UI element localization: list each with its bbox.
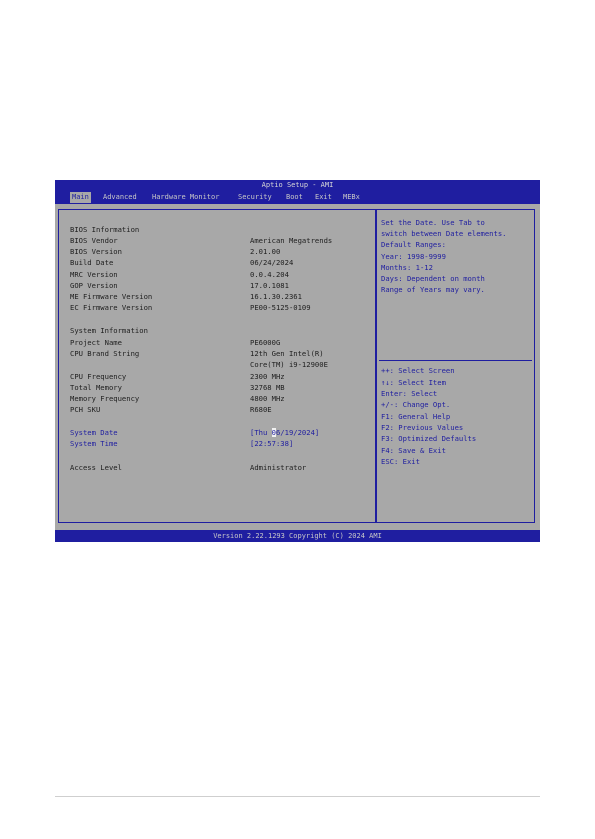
bios-info-heading: BIOS Information (70, 225, 140, 234)
gop-version-row: GOP Version 17.0.1081 (70, 281, 289, 290)
cpu-brand-row: CPU Brand String 12th Gen Intel(R) (70, 349, 324, 358)
build-date-row: Build Date 06/24/2024 (70, 258, 294, 267)
bios-setup-screen (55, 180, 540, 542)
key-hint: F4: Save & Exit (381, 446, 446, 455)
tab-mebx[interactable]: MEBx (343, 193, 360, 201)
key-hint: ↑↓: Select Item (381, 378, 446, 387)
key-hint: F2: Previous Values (381, 423, 464, 432)
system-time-field[interactable]: [22:57:38] (250, 439, 294, 448)
mrc-version-row: MRC Version 0.0.4.204 (70, 270, 289, 279)
help-line: switch between Date elements. (381, 229, 507, 238)
key-hint: Enter: Select (381, 389, 438, 398)
setup-title: Aptio Setup - AMI (55, 180, 540, 191)
help-line: Year: 1998-9999 (381, 252, 446, 261)
help-divider (379, 360, 532, 361)
tab-exit[interactable]: Exit (315, 193, 332, 201)
help-line: Set the Date. Use Tab to (381, 218, 485, 227)
help-line: Range of Years may vary. (381, 285, 485, 294)
memory-frequency-row: Memory Frequency 4800 MHz (70, 394, 285, 403)
tab-main[interactable]: Main (72, 193, 89, 201)
tab-boot[interactable]: Boot (286, 193, 303, 201)
key-hint: +/-: Change Opt. (381, 400, 451, 409)
help-line: Default Ranges: (381, 240, 446, 249)
pch-sku-row: PCH SKU R680E (70, 405, 272, 414)
total-memory-row: Total Memory 32768 MB (70, 383, 285, 392)
help-line: Days: Dependent on month (381, 274, 485, 283)
tab-bar (55, 191, 540, 204)
tab-advanced[interactable]: Advanced (103, 193, 137, 201)
system-date-row[interactable]: System Date [Thu 06/19/2024] (70, 428, 320, 437)
system-info-heading: System Information (70, 326, 148, 335)
key-hint: F1: General Help (381, 412, 451, 421)
cpu-frequency-row: CPU Frequency 2300 MHz (70, 372, 285, 381)
key-hint: ESC: Exit (381, 457, 420, 466)
tab-hardware-monitor[interactable]: Hardware Monitor (152, 193, 220, 201)
me-firmware-row: ME Firmware Version 16.1.30.2361 (70, 292, 302, 301)
system-time-row[interactable]: System Time [22:57:38] (70, 439, 294, 448)
key-hint: F3: Optimized Defaults (381, 434, 477, 443)
page-footer-rule (55, 796, 540, 797)
main-settings-panel (58, 209, 376, 523)
cpu-brand-row-cont: Core(TM) i9-12900E (250, 360, 328, 369)
project-name-row: Project Name PE6000G (70, 338, 281, 347)
version-footer: Version 2.22.1293 Copyright (C) 2024 AMI (55, 530, 540, 542)
date-cursor: 0 (271, 428, 276, 437)
access-level-row: Access Level Administrator (70, 463, 307, 472)
bios-vendor-row: BIOS Vendor American Megatrends (70, 236, 333, 245)
key-hint: ++: Select Screen (381, 366, 455, 375)
bios-version-row: BIOS Version 2.01.00 (70, 247, 281, 256)
help-panel (376, 209, 535, 523)
tab-security[interactable]: Security (238, 193, 272, 201)
ec-firmware-row: EC Firmware Version PE00-5125-0109 (70, 303, 311, 312)
help-line: Months: 1-12 (381, 263, 433, 272)
system-date-field[interactable]: [Thu 06/19/2024] (250, 428, 320, 437)
setup-body (55, 204, 540, 530)
